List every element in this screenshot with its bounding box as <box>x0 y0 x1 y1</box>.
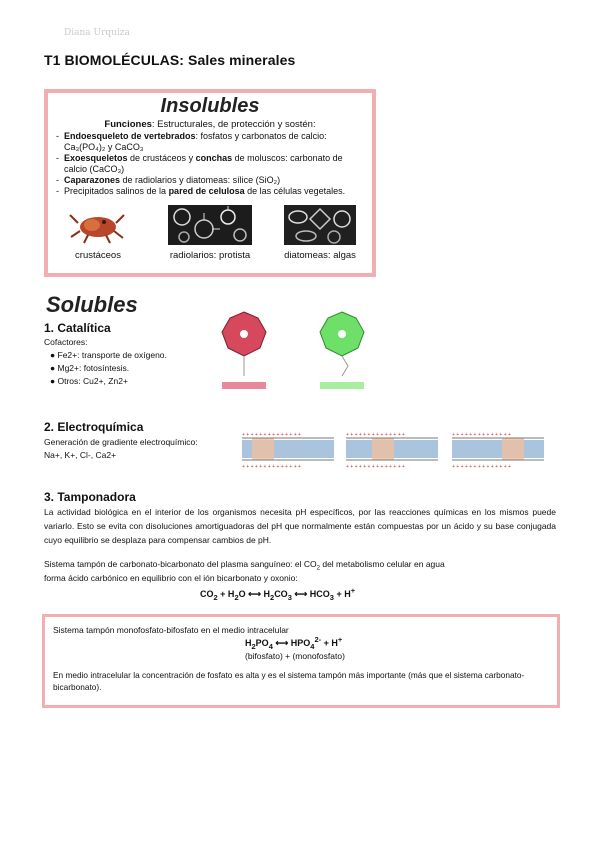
svg-text:+ + + + + + + + + + + + + +: + + + + + + + + + + + + + + <box>452 432 511 438</box>
caption-crustaceans: crustáceos <box>75 250 121 261</box>
svg-text:+ + + + + + + + + + + + + +: + + + + + + + + + + + + + + <box>346 432 405 438</box>
caption-diatoms: diatomeas: algas <box>284 250 356 261</box>
radiolarians-image <box>168 205 252 245</box>
list-item: - Exoesqueletos de crustáceos y conchas de moluscos: carbonato de calcio (CaCO₃) <box>56 153 366 175</box>
svg-text:+ + + + + + + + + + + + + +: + + + + + + + + + + + + + + <box>452 464 511 470</box>
carbonate-line-1: Sistema tampón de carbonato-bicarbonato del plasma sanguíneo: el $CO_2$ del metabolismo celular en agua <box>44 559 445 572</box>
axon-diagram-1 <box>238 428 338 474</box>
list-item: - Caparazones de radiolarios y diatomeas: sílice (SiO₂) <box>56 175 366 186</box>
cofactor-item: ● Mg2+: fotosíntesis. <box>50 363 130 373</box>
carbonate-line-2: forma ácido carbónico en equilibrio con el ión bicarbonato y oxonio: <box>44 573 298 583</box>
phosphate-note: En medio intracelular la concentración de fosfato es alta y es el sistema tampón más importante (más que el sistema carbonato-bicarbonato). <box>53 670 525 692</box>
svg-text:+ + + + + + + + + + + + + +: + + + + + + + + + + + + + + <box>346 464 405 470</box>
cofactores-label: Cofactores: <box>44 337 88 347</box>
caption-radiolarians: radiolarios: protista <box>169 250 251 261</box>
chlorophyll-molecule-image <box>312 306 372 392</box>
phosphate-buffer-box <box>42 614 560 708</box>
page-title: T1 BIOMOLÉCULAS: Sales minerales <box>44 52 296 68</box>
insolubles-title: Insolubles <box>160 95 260 117</box>
svg-text:+ + + + + + + + + + + + + +: + + + + + + + + + + + + + + <box>242 464 301 470</box>
phosphate-line-1: Sistema tampón monofosfato-bifosfato en el medio intracelular <box>53 625 289 635</box>
list-item: - Endoesqueleto de vertebrados: fosfatos y carbonatos de calcio: Ca₃(PO₄)₂ y CaCO₃ <box>56 131 366 153</box>
heme-molecule-image <box>214 306 274 392</box>
phosphate-labels: (bifosfato) + (monofosfato) <box>245 651 345 661</box>
diatoms-image <box>284 205 356 245</box>
functions-line: Funciones: Estructurales, de protección y sostén: <box>104 119 316 130</box>
axon-diagram-2 <box>344 428 440 474</box>
solubles-title: Solubles <box>46 292 138 317</box>
list-item: - Precipitados salinos de la pared de celulosa de las células vegetales. <box>56 186 366 197</box>
electroquimica-heading: 2. Electroquímica <box>44 420 144 434</box>
insolubles-list <box>56 131 366 197</box>
tamponadora-paragraph: La actividad biológica en el interior de los organismos necesita pH específicos, por las reacciones químicas en los mismos puede variarlo. Esto se evita con disoluciones amortiguadoras del pH que normalmente están compuestas por un ácido y su base conjugada cuyo equilibrio se desplaza para compensar cambios de pH. <box>44 507 556 545</box>
catalitica-heading: 1. Catalítica <box>44 321 111 335</box>
insolubles-box <box>44 89 376 277</box>
electro-line-1: Generación de gradiente electroquímico: <box>44 437 198 447</box>
cofactor-item: ● Fe2+: transporte de oxígeno. <box>50 350 167 360</box>
crustacean-image <box>68 205 126 245</box>
electro-line-2: Na+, K+, Cl-, Ca2+ <box>44 450 117 460</box>
cofactor-item: ● Otros: Cu2+, Zn2+ <box>50 376 128 386</box>
axon-diagram-3 <box>450 428 546 474</box>
author-watermark: Diana Urquiza <box>64 28 130 38</box>
carbonate-equation: $CO_2 + H_2O$ ⟷ $H_2CO_3$ ⟷ $HCO_3 + H^+$ <box>200 586 356 602</box>
phosphate-equation: $H_2PO_4$ ⟷ $HPO_4^{2-} + H^+$ <box>245 635 343 651</box>
tamponadora-heading: 3. Tamponadora <box>44 490 136 504</box>
svg-text:+ + + + + + + + + + + + + +: + + + + + + + + + + + + + + <box>242 432 301 438</box>
